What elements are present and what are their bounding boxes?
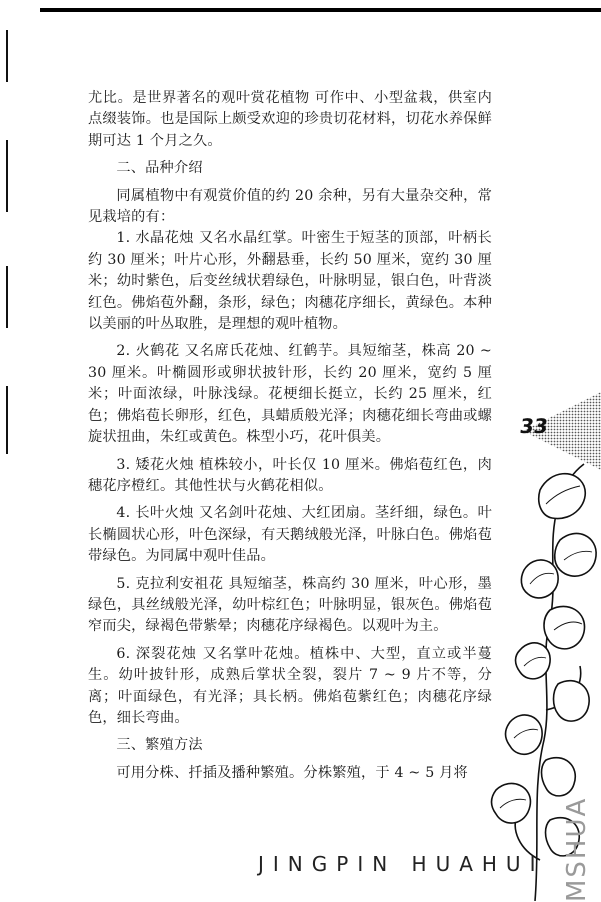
top-rule [40,8,601,12]
section-heading-propagation: 三、繁殖方法 [116,737,203,754]
paragraph-variety-4: 4. 长叶火烛 又名剑叶花烛、大红团扇。茎纤细，绿色。叶长椭圆状心形，叶色深绿，有天鹅绒般光泽，叶脉白色。佛焰苞带绿色。为同属中观叶佳品。 [88,505,492,565]
paragraph-intro: 尤比。是世界著名的观叶赏花植物 可作中、小型盆栽，供室内点缀装饰。也是国际上颇受欢迎的珍贵切花材料，切花水养保鲜期可达 1 个月之久。 [88,90,492,149]
paragraph-overview: 同属植物中有观赏价值的约 20 余种，另有大量杂交种，常见栽培的有： [88,187,492,226]
paragraph-variety-1: 1. 水晶花烛 又名水晶红掌。叶密生于短茎的顶部，叶柄长约 30 厘米；叶片心形，外翻悬垂，长约 50 厘米，宽约 30 厘米；幼时紫色，后变丝绒状碧绿色，叶脉明显，银白色，叶背淡红色。佛焰苞外翻，条形，绿色；肉穗花序细长，黄绿色。本种以美丽的叶丛取胜，是理想的观叶植物。 [88,230,492,333]
watermark-text: MSHUA [562,796,592,902]
paragraph-variety-6: 6. 深裂花烛 又名掌叶花烛。植株中、大型，直立或半蔓生。幼叶披针形，成熟后掌状全裂，裂片 7 ~ 9 片不等，分离；叶面绿色，有光泽；具长柄。佛焰苞紫红色；肉穗花序绿色，细长弯曲。 [88,645,492,726]
footer-text: JINGPIN HUAHUI [258,852,545,876]
section-heading-varieties: 二、品种介绍 [116,160,203,177]
paragraph-variety-5: 5. 克拉利安祖花 具短缩茎，株高约 30 厘米，叶心形，墨绿色，具丝绒般光泽，幼叶棕红色；叶脉明显，银灰色。佛焰苞窄而尖，绿褐色带紫晕；肉穗花序绿褐色。以观叶为主。 [88,575,492,635]
watermark [562,762,601,902]
binding-marks [6,30,10,460]
paragraph-variety-3: 3. 矮花火烛 植株较小，叶长仅 10 厘米。佛焰苞红色，肉穗花序橙红。其他性状与火鹤花相似。 [88,456,492,494]
paragraph-propagation: 可用分株、扦插及播种繁殖。分株繁殖，于 4 ~ 5 月将 [116,764,468,781]
paragraph-variety-2: 2. 火鹤花 又名席氏花烛、红鹤芋。具短缩茎，株高 20 ~ 30 厘米。叶椭圆形或卵状披针形，长约 20 厘米，宽约 5 厘米；叶面浓绿，叶脉浅绿。花梗细长挺立，长约 25 厘米，红色；佛焰苞长卵形，红色，具蜡质般光泽；肉穗花细长弯曲或螺旋状扭曲，朱红或黄色。株型小巧，花叶俱美。 [88,343,492,446]
page-number: 33 [518,414,550,438]
body-text [88,88,492,784]
